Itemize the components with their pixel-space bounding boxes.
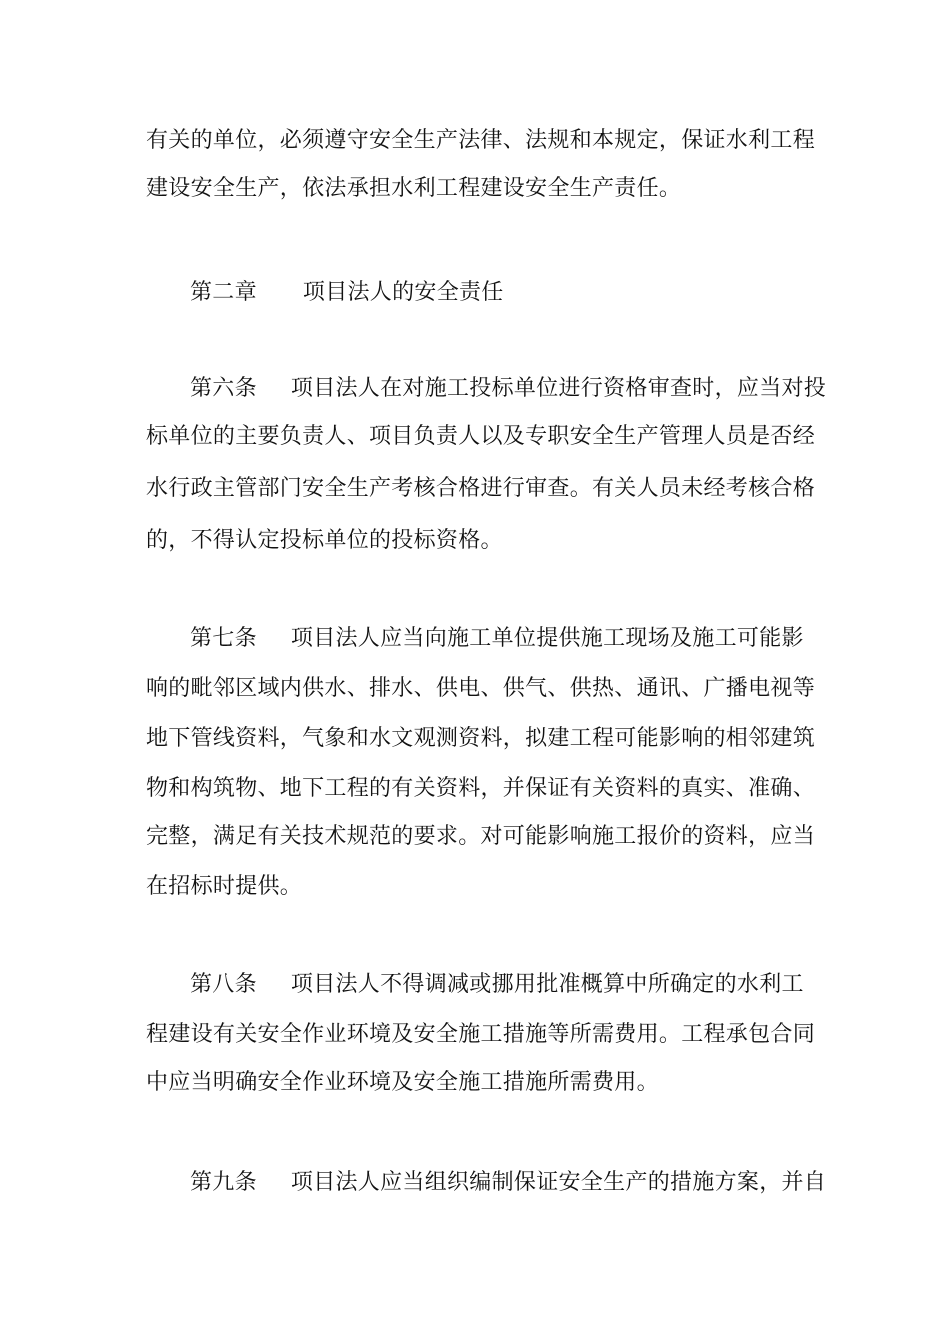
- article-7-line-5: 完整，满足有关技术规范的要求。对可能影响施工报价的资料，应当: [146, 824, 816, 849]
- article-7-text: 项目法人应当向施工单位提供施工现场及施工可能影: [290, 626, 804, 651]
- article-9-number: 第九条: [190, 1170, 257, 1195]
- article-9-first-line: [190, 1168, 826, 1198]
- article-6-number: 第六条: [190, 376, 257, 401]
- article-8-line-2: 程建设有关安全作业环境及安全施工措施等所需费用。工程承包合同: [146, 1022, 816, 1047]
- article-8-text: 项目法人不得调减或挪用批准概算中所确定的水利工: [290, 972, 804, 997]
- intro-line-1: 有关的单位，必须遵守安全生产法律、法规和本规定，保证水利工程: [146, 128, 816, 153]
- chapter-title: 项目法人的安全责任: [302, 280, 504, 305]
- article-7-line-2: 响的毗邻区域内供水、排水、供电、供气、供热、通讯、广播电视等: [146, 676, 816, 701]
- article-6-line-4: 的，不得认定投标单位的投标资格。: [146, 528, 503, 553]
- chapter-number: 第二章: [190, 280, 257, 305]
- article-6-first-line: [190, 374, 826, 404]
- article-6-line-2: 标单位的主要负责人、项目负责人以及专职安全生产管理人员是否经: [146, 424, 816, 449]
- article-7-number: 第七条: [190, 626, 257, 651]
- article-7-line-3: 地下管线资料，气象和水文观测资料，拟建工程可能影响的相邻建筑: [146, 726, 816, 751]
- article-8-number: 第八条: [190, 972, 257, 997]
- article-6-line-3: 水行政主管部门安全生产考核合格进行审查。有关人员未经考核合格: [146, 476, 816, 501]
- article-6-text: 项目法人在对施工投标单位进行资格审查时，应当对投: [290, 376, 827, 401]
- chapter-heading: [190, 278, 826, 308]
- article-8-first-line: [190, 970, 826, 1000]
- article-7-line-4: 物和构筑物、地下工程的有关资料，并保证有关资料的真实、准确、: [146, 776, 816, 801]
- article-7-first-line: [190, 624, 826, 654]
- article-8-line-3: 中应当明确安全作业环境及安全施工措施所需费用。: [146, 1070, 659, 1095]
- intro-line-2: 建设安全生产，依法承担水利工程建设安全生产责任。: [146, 176, 682, 201]
- article-7-line-6: 在招标时提供。: [146, 874, 303, 899]
- article-9-text: 项目法人应当组织编制保证安全生产的措施方案，并自: [290, 1170, 827, 1195]
